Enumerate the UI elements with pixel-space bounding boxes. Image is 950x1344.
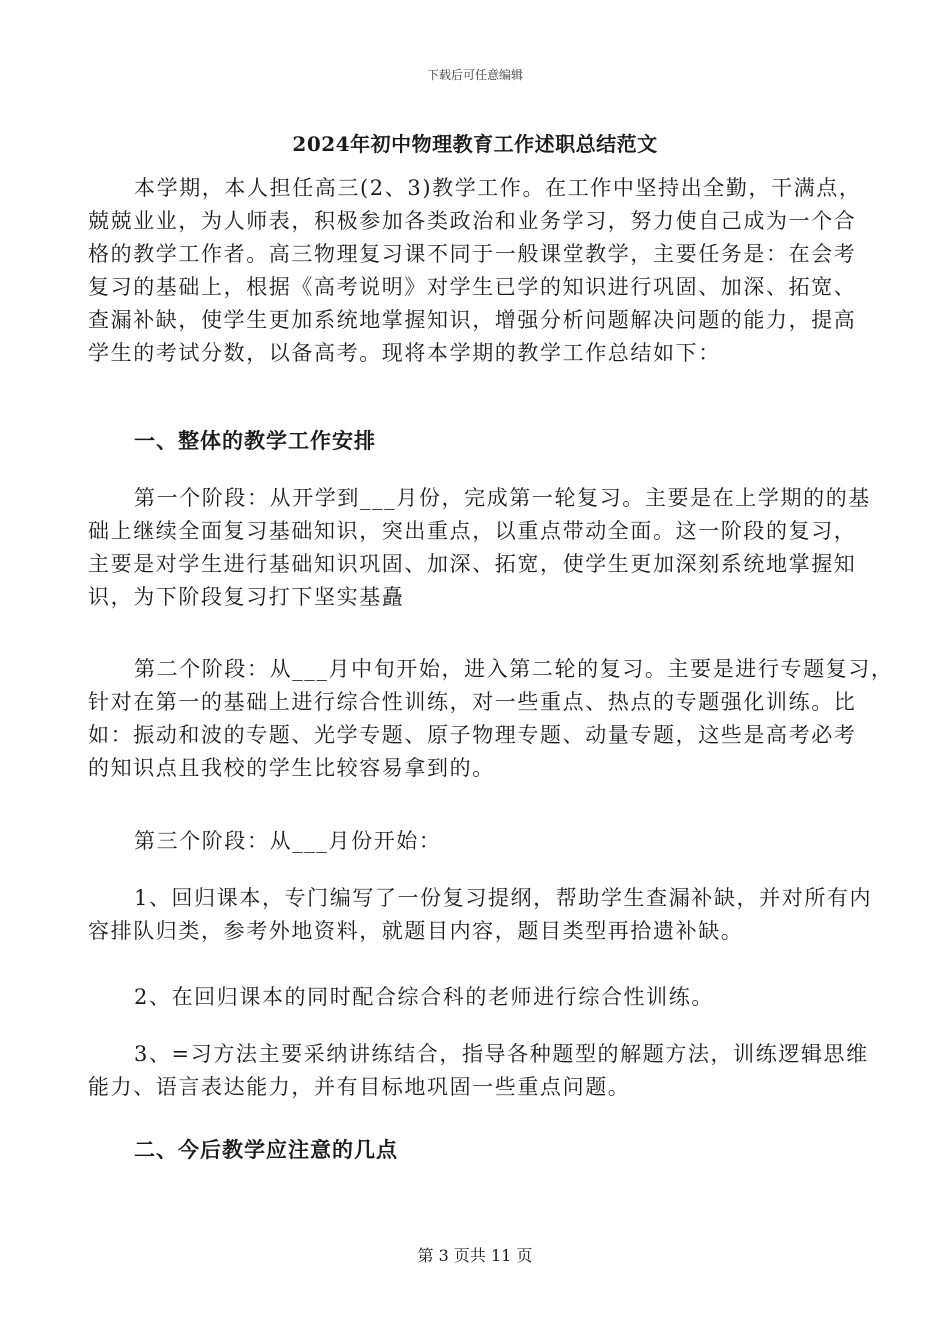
section-heading-2: 二、今后教学应注意的几点	[134, 1137, 398, 1162]
paragraph-line: 针对在第一的基础上进行综合性训练，对一些重点、热点的专题强化训练。比	[88, 690, 857, 714]
paragraph-line: 识，为下阶段复习打下坚实基矗	[88, 585, 405, 609]
paragraph-line: 的知识点且我校的学生比较容易拿到的。	[88, 756, 495, 780]
paragraph-line: 第三个阶段：从___月份开始：	[134, 829, 442, 853]
paragraph-line: 格的教学工作者。高三物理复习课不同于一般课堂教学，主要任务是：在会考	[88, 242, 857, 266]
stage2-paragraph	[88, 653, 894, 785]
section-heading-1: 一、整体的教学工作安排	[134, 428, 376, 453]
paragraph-line: 1、回归课本，专门编写了一份复习提纲，帮助学生查漏补缺，并对所有内	[134, 886, 873, 910]
item3-paragraph	[88, 1038, 869, 1104]
paragraph-line: 3、=习方法主要采纳讲练结合，指导各种题型的解题方法，训练逻辑思维	[134, 1042, 869, 1066]
page-footer: 第 3 页共 11 页	[417, 1246, 533, 1265]
header-note: 下载后可任意编辑	[426, 68, 523, 82]
paragraph-line: 第一个阶段：从开学到___月份，完成第一轮复习。主要是在上学期的的基	[134, 486, 871, 510]
paragraph-line: 主要是对学生进行基础知识巩固、加深、拓宽，使学生更加深刻系统地掌握知	[88, 552, 857, 576]
paragraph-line: 学生的考试分数，以备高考。现将本学期的教学工作总结如下：	[88, 341, 721, 365]
intro-paragraph	[88, 172, 862, 370]
paragraph-line: 兢兢业业，为人师表，积极参加各类政治和业务学习，努力使自己成为一个合	[88, 209, 857, 233]
paragraph-line: 第二个阶段：从___月中旬开始，进入第二轮的复习。主要是进行专题复习，	[134, 657, 894, 681]
item2-paragraph	[88, 981, 714, 1014]
document-title: 2024年初中物理教育工作述职总结范文	[292, 132, 658, 156]
stage3-paragraph	[88, 825, 442, 858]
paragraph-line: 本学期，本人担任高三(2、3)教学工作。在工作中坚持出全勤，干满点，	[134, 176, 862, 200]
paragraph-line: 如：振动和波的专题、光学专题、原子物理专题、动量专题，这些是高考必考	[88, 723, 857, 747]
paragraph-line: 复习的基础上，根据《高考说明》对学生已学的知识进行巩固、加深、拓宽、	[88, 275, 857, 299]
paragraph-line: 2、在回归课本的同时配合综合科的老师进行综合性训练。	[134, 985, 714, 1009]
paragraph-line: 容排队归类，参考外地资料，就题目内容，题目类型再拾遗补缺。	[88, 919, 744, 943]
item1-paragraph	[88, 882, 872, 948]
paragraph-line: 能力、语言表达能力，并有目标地巩固一些重点问题。	[88, 1075, 631, 1099]
paragraph-line: 查漏补缺，使学生更加系统地掌握知识，增强分析问题解决问题的能力，提高	[88, 308, 857, 332]
paragraph-line: 础上继续全面复习基础知识，突出重点，以重点带动全面。这一阶段的复习，	[88, 519, 857, 543]
stage1-paragraph	[88, 482, 871, 614]
